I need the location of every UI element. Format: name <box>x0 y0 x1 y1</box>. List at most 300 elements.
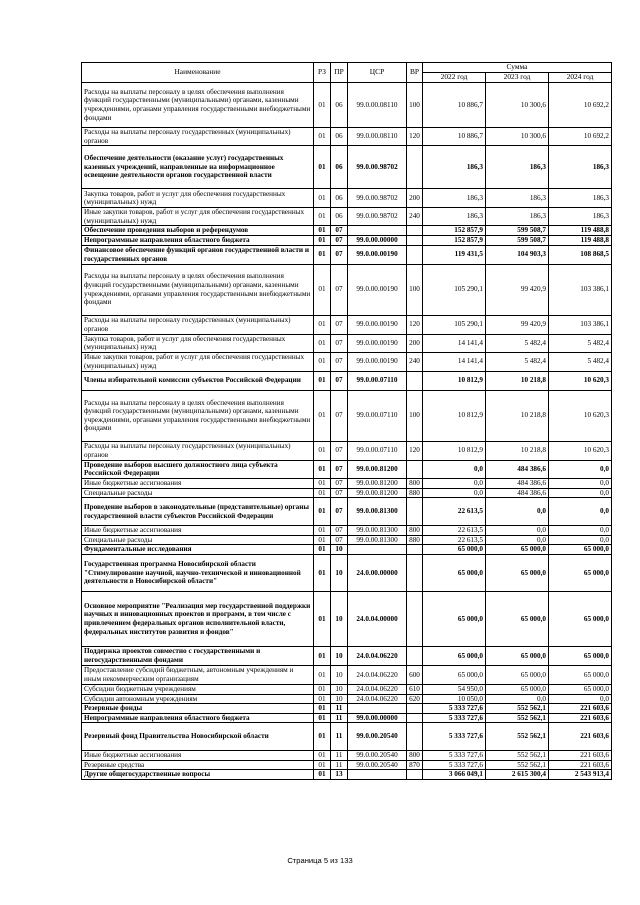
cell-pr: 10 <box>331 665 348 684</box>
cell-csr: 99.0.00.00190 <box>348 315 407 334</box>
cell-csr: 99.0.00.98702 <box>348 189 407 208</box>
table-row <box>82 545 612 555</box>
cell-csr: 99.0.00.08110 <box>348 128 407 146</box>
cell-2024: 65 000,0 <box>549 646 612 665</box>
cell-2023: 484 386,6 <box>486 478 549 488</box>
cell-name: Расходы на выплаты персоналу в целях обеспечения выполнения функций государственными (муниципальными) органами, казенными учреждениями, органами управления государственными внебюджетными фондами <box>82 83 314 128</box>
table-row <box>82 226 612 236</box>
cell-rz: 01 <box>314 704 331 714</box>
cell-name: Предоставление субсидий бюджетным, автономным учреждениям и иным некоммерческим организациям <box>82 665 314 684</box>
cell-vr: 800 <box>407 751 423 761</box>
cell-2023: 552 562,1 <box>486 704 549 714</box>
cell-rz: 01 <box>314 441 331 460</box>
cell-vr <box>407 554 423 591</box>
cell-2022: 10 886,7 <box>423 128 486 146</box>
cell-2024: 10 620,3 <box>549 371 612 390</box>
cell-csr: 99.0.00.00000 <box>348 713 407 723</box>
header-rz: РЗ <box>314 63 331 83</box>
cell-vr: 100 <box>407 390 423 441</box>
cell-2024: 221 603,6 <box>549 760 612 770</box>
cell-2024: 0,0 <box>549 478 612 488</box>
cell-pr: 07 <box>331 488 348 498</box>
cell-csr: 99.0.00.08110 <box>348 83 407 128</box>
cell-2022: 65 000,0 <box>423 554 486 591</box>
cell-2023: 0,0 <box>486 498 549 526</box>
cell-pr: 06 <box>331 208 348 226</box>
cell-csr: 99.0.00.07110 <box>348 441 407 460</box>
cell-rz: 01 <box>314 488 331 498</box>
cell-2022: 14 141,4 <box>423 334 486 352</box>
cell-2022: 119 431,5 <box>423 245 486 264</box>
cell-2024: 10 620,3 <box>549 390 612 441</box>
cell-vr: 120 <box>407 441 423 460</box>
cell-rz: 01 <box>314 128 331 146</box>
cell-name: Расходы на выплаты персоналу государственных (муниципальных) органов <box>82 441 314 460</box>
cell-vr <box>407 498 423 526</box>
table-row <box>82 146 612 189</box>
cell-2023: 0,0 <box>486 694 549 704</box>
cell-vr <box>407 591 423 646</box>
cell-2022: 0,0 <box>423 478 486 488</box>
table-row <box>82 760 612 770</box>
cell-csr: 99.0.00.00190 <box>348 352 407 371</box>
cell-2022: 10 812,9 <box>423 441 486 460</box>
cell-csr: 99.0.00.98702 <box>348 208 407 226</box>
table-row <box>82 189 612 208</box>
cell-rz: 01 <box>314 684 331 694</box>
cell-rz: 01 <box>314 189 331 208</box>
cell-pr: 07 <box>331 226 348 236</box>
cell-2024: 108 868,5 <box>549 245 612 264</box>
cell-2023: 484 386,6 <box>486 488 549 498</box>
cell-rz: 01 <box>314 334 331 352</box>
cell-2024: 221 603,6 <box>549 713 612 723</box>
cell-name: Субсидии бюджетным учреждениям <box>82 684 314 694</box>
cell-name: Финансовое обеспечение функций органов государственной власти и государственных органов <box>82 245 314 264</box>
cell-pr: 07 <box>331 498 348 526</box>
cell-2024: 0,0 <box>549 460 612 478</box>
cell-2023: 2 615 300,4 <box>486 770 549 780</box>
cell-2024: 0,0 <box>549 488 612 498</box>
cell-csr: 99.0.00.07110 <box>348 390 407 441</box>
table-row <box>82 684 612 694</box>
table-row <box>82 488 612 498</box>
table-row <box>82 704 612 714</box>
cell-name: Члены избирательной комиссии субъектов Российской Федерации <box>82 371 314 390</box>
cell-name: Проведение выборов высшего должностного лица субъекта Российской Федерации <box>82 460 314 478</box>
cell-2022: 5 333 727,6 <box>423 760 486 770</box>
cell-pr: 11 <box>331 760 348 770</box>
table-row <box>82 441 612 460</box>
cell-name: Иные бюджетные ассигнования <box>82 751 314 761</box>
cell-csr: 99.0.00.81200 <box>348 478 407 488</box>
cell-2024: 0,0 <box>549 498 612 526</box>
cell-csr: 99.0.00.98702 <box>348 146 407 189</box>
cell-2024: 65 000,0 <box>549 665 612 684</box>
table-row <box>82 646 612 665</box>
cell-2022: 186,3 <box>423 189 486 208</box>
cell-2023: 5 482,4 <box>486 352 549 371</box>
cell-vr <box>407 713 423 723</box>
cell-vr <box>407 371 423 390</box>
cell-vr <box>407 235 423 245</box>
table-row <box>82 128 612 146</box>
table-row <box>82 315 612 334</box>
budget-table <box>81 62 612 780</box>
cell-2022: 65 000,0 <box>423 591 486 646</box>
cell-2024: 119 488,8 <box>549 235 612 245</box>
cell-2022: 0,0 <box>423 460 486 478</box>
cell-vr <box>407 704 423 714</box>
cell-pr: 07 <box>331 390 348 441</box>
cell-name: Расходы на выплаты персоналу в целях обеспечения выполнения функций государственными (муниципальными) органами, казенными учреждениями, органами управления государственными внебюджетными фондами <box>82 390 314 441</box>
cell-2024: 221 603,6 <box>549 704 612 714</box>
table-row <box>82 694 612 704</box>
cell-vr <box>407 226 423 236</box>
cell-2023: 186,3 <box>486 189 549 208</box>
cell-2022: 152 857,9 <box>423 226 486 236</box>
cell-rz: 01 <box>314 315 331 334</box>
cell-2022: 186,3 <box>423 208 486 226</box>
cell-name: Обеспечение проведения выборов и референдумов <box>82 226 314 236</box>
cell-name: Резервный фонд Правительства Новосибирской области <box>82 723 314 751</box>
cell-pr: 13 <box>331 770 348 780</box>
table-row <box>82 334 612 352</box>
cell-vr: 240 <box>407 208 423 226</box>
cell-pr: 06 <box>331 146 348 189</box>
cell-2022: 5 333 727,6 <box>423 723 486 751</box>
cell-2024: 0,0 <box>549 694 612 704</box>
cell-name: Резервные фонды <box>82 704 314 714</box>
cell-rz: 01 <box>314 390 331 441</box>
cell-2023: 599 508,7 <box>486 235 549 245</box>
cell-vr <box>407 545 423 555</box>
cell-vr: 200 <box>407 334 423 352</box>
cell-2024: 103 386,1 <box>549 315 612 334</box>
cell-pr: 10 <box>331 545 348 555</box>
header-csr: ЦСР <box>348 63 407 83</box>
cell-pr: 10 <box>331 694 348 704</box>
cell-2024: 65 000,0 <box>549 591 612 646</box>
cell-name: Закупка товаров, работ и услуг для обеспечения государственных (муниципальных) нужд <box>82 189 314 208</box>
table-row <box>82 245 612 264</box>
cell-pr: 06 <box>331 83 348 128</box>
cell-rz: 01 <box>314 264 331 315</box>
cell-rz: 01 <box>314 235 331 245</box>
cell-vr: 100 <box>407 264 423 315</box>
table-row <box>82 352 612 371</box>
cell-vr: 120 <box>407 315 423 334</box>
page-number: Страница 5 из 133 <box>287 856 353 865</box>
cell-vr: 620 <box>407 694 423 704</box>
header-vr: ВР <box>407 63 423 83</box>
cell-rz: 01 <box>314 535 331 545</box>
cell-2022: 5 333 727,6 <box>423 704 486 714</box>
cell-2024: 221 603,6 <box>549 751 612 761</box>
cell-2022: 65 000,0 <box>423 545 486 555</box>
cell-pr: 10 <box>331 554 348 591</box>
cell-2022: 5 333 727,6 <box>423 751 486 761</box>
cell-name: Специальные расходы <box>82 535 314 545</box>
table-row <box>82 751 612 761</box>
cell-csr <box>348 226 407 236</box>
cell-2024: 103 386,1 <box>549 264 612 315</box>
cell-pr: 07 <box>331 315 348 334</box>
cell-2023: 5 482,4 <box>486 334 549 352</box>
cell-2023: 99 420,9 <box>486 315 549 334</box>
table-row <box>82 713 612 723</box>
cell-2022: 105 290,1 <box>423 315 486 334</box>
table-row <box>82 478 612 488</box>
cell-csr: 99.0.00.07110 <box>348 371 407 390</box>
cell-rz: 01 <box>314 545 331 555</box>
header-pr: ПР <box>331 63 348 83</box>
cell-csr: 99.0.00.00190 <box>348 245 407 264</box>
cell-vr: 800 <box>407 526 423 536</box>
cell-pr: 07 <box>331 235 348 245</box>
cell-pr: 07 <box>331 245 348 264</box>
cell-2024: 221 603,6 <box>549 723 612 751</box>
table-row <box>82 208 612 226</box>
cell-vr <box>407 770 423 780</box>
cell-csr: 99.0.00.00000 <box>348 235 407 245</box>
cell-name: Расходы на выплаты персоналу государственных (муниципальных) органов <box>82 128 314 146</box>
cell-vr: 240 <box>407 352 423 371</box>
cell-pr: 10 <box>331 591 348 646</box>
cell-rz: 01 <box>314 371 331 390</box>
cell-2023: 10 300,6 <box>486 83 549 128</box>
cell-csr: 99.0.00.81300 <box>348 498 407 526</box>
header-sum: Сумма <box>423 63 612 73</box>
cell-vr: 100 <box>407 83 423 128</box>
cell-vr: 880 <box>407 488 423 498</box>
cell-csr: 99.0.00.20540 <box>348 751 407 761</box>
cell-2024: 0,0 <box>549 526 612 536</box>
cell-2023: 10 218,8 <box>486 441 549 460</box>
cell-rz: 01 <box>314 723 331 751</box>
cell-name: Расходы на выплаты персоналу в целях обеспечения выполнения функций государственными (муниципальными) органами, казенными учреждениями, органами управления государственными внебюджетными фондами <box>82 264 314 315</box>
cell-rz: 01 <box>314 591 331 646</box>
cell-csr <box>348 704 407 714</box>
cell-rz: 01 <box>314 208 331 226</box>
cell-2024: 65 000,0 <box>549 545 612 555</box>
cell-pr: 06 <box>331 189 348 208</box>
cell-2022: 186,3 <box>423 146 486 189</box>
cell-csr: 99.0.00.81300 <box>348 535 407 545</box>
cell-vr: 120 <box>407 128 423 146</box>
cell-name: Другие общегосударственные вопросы <box>82 770 314 780</box>
cell-csr: 24.0.04.06220 <box>348 665 407 684</box>
table-header <box>82 63 612 83</box>
cell-rz: 01 <box>314 665 331 684</box>
cell-csr: 99.0.00.81300 <box>348 526 407 536</box>
cell-name: Непрограммные направления областного бюджета <box>82 713 314 723</box>
cell-name: Поддержка проектов совместно с государственными и негосударственными фондами <box>82 646 314 665</box>
cell-2023: 0,0 <box>486 535 549 545</box>
table-row <box>82 371 612 390</box>
cell-2024: 65 000,0 <box>549 554 612 591</box>
cell-csr: 99.0.00.81200 <box>348 488 407 498</box>
cell-vr: 610 <box>407 684 423 694</box>
cell-vr <box>407 723 423 751</box>
cell-2023: 10 218,8 <box>486 390 549 441</box>
table-row <box>82 665 612 684</box>
cell-2022: 10 812,9 <box>423 371 486 390</box>
cell-2023: 186,3 <box>486 146 549 189</box>
cell-pr: 07 <box>331 535 348 545</box>
cell-name: Проведение выборов в законодательные (представительные) органы государственной власти субъектов Российской Федерации <box>82 498 314 526</box>
cell-csr: 99.0.00.00190 <box>348 334 407 352</box>
cell-2022: 22 613,5 <box>423 498 486 526</box>
table-row <box>82 264 612 315</box>
cell-csr <box>348 770 407 780</box>
cell-2024: 10 692,2 <box>549 83 612 128</box>
cell-rz: 01 <box>314 352 331 371</box>
cell-rz: 01 <box>314 526 331 536</box>
cell-2022: 22 613,5 <box>423 535 486 545</box>
cell-rz: 01 <box>314 554 331 591</box>
cell-vr <box>407 245 423 264</box>
cell-2023: 484 386,6 <box>486 460 549 478</box>
table-row <box>82 723 612 751</box>
header-year-2024: 2024 год <box>549 73 612 83</box>
cell-2022: 54 950,0 <box>423 684 486 694</box>
cell-name: Субсидии автономным учреждениям <box>82 694 314 704</box>
cell-2023: 0,0 <box>486 526 549 536</box>
cell-2024: 0,0 <box>549 535 612 545</box>
cell-name: Обеспечение деятельности (оказание услуг) государственных казенных учреждений, направленные на информационное освещение деятельности органов государственной власти <box>82 146 314 189</box>
cell-pr: 07 <box>331 478 348 488</box>
cell-rz: 01 <box>314 713 331 723</box>
cell-pr: 07 <box>331 352 348 371</box>
cell-2023: 99 420,9 <box>486 264 549 315</box>
cell-vr <box>407 460 423 478</box>
cell-2023: 65 000,0 <box>486 545 549 555</box>
cell-csr: 24.0.04.06220 <box>348 646 407 665</box>
table-row <box>82 83 612 128</box>
cell-rz: 01 <box>314 694 331 704</box>
table-row <box>82 591 612 646</box>
cell-pr: 07 <box>331 334 348 352</box>
cell-pr: 10 <box>331 646 348 665</box>
cell-name: Расходы на выплаты персоналу государственных (муниципальных) органов <box>82 315 314 334</box>
table-row <box>82 554 612 591</box>
cell-csr: 24.0.04.00000 <box>348 591 407 646</box>
cell-vr: 880 <box>407 535 423 545</box>
cell-name: Иные закупки товаров, работ и услуг для обеспечения государственных (муниципальных) нужд <box>82 352 314 371</box>
cell-rz: 01 <box>314 751 331 761</box>
cell-2024: 5 482,4 <box>549 334 612 352</box>
cell-2023: 599 508,7 <box>486 226 549 236</box>
cell-2023: 552 562,1 <box>486 713 549 723</box>
cell-name: Иные бюджетные ассигнования <box>82 526 314 536</box>
cell-name: Основное мероприятие "Реализация мер государственной поддержки научных и инновационных проектов и программ, в том числе с привлечением федеральных органов исполнительной власти, федеральных институтов развития и фондов" <box>82 591 314 646</box>
cell-2022: 152 857,9 <box>423 235 486 245</box>
cell-pr: 11 <box>331 751 348 761</box>
cell-vr: 200 <box>407 189 423 208</box>
cell-csr: 24.0.04.06220 <box>348 684 407 694</box>
cell-csr: 99.0.00.20540 <box>348 723 407 751</box>
cell-2024: 186,3 <box>549 208 612 226</box>
table-row <box>82 235 612 245</box>
cell-2022: 22 613,5 <box>423 526 486 536</box>
cell-name: Иные бюджетные ассигнования <box>82 478 314 488</box>
cell-csr: 24.0.04.06220 <box>348 694 407 704</box>
cell-name: Закупка товаров, работ и услуг для обеспечения государственных (муниципальных) нужд <box>82 334 314 352</box>
cell-2022: 14 141,4 <box>423 352 486 371</box>
cell-rz: 01 <box>314 460 331 478</box>
cell-pr: 11 <box>331 704 348 714</box>
cell-2024: 5 482,4 <box>549 352 612 371</box>
cell-2024: 186,3 <box>549 189 612 208</box>
cell-csr <box>348 545 407 555</box>
cell-2024: 65 000,0 <box>549 684 612 694</box>
cell-2023: 186,3 <box>486 208 549 226</box>
cell-2022: 10 812,9 <box>423 390 486 441</box>
cell-2023: 65 000,0 <box>486 646 549 665</box>
cell-2024: 10 692,2 <box>549 128 612 146</box>
cell-2024: 186,3 <box>549 146 612 189</box>
cell-pr: 11 <box>331 723 348 751</box>
cell-name: Непрограммные направления областного бюджета <box>82 235 314 245</box>
table-row <box>82 460 612 478</box>
cell-2023: 65 000,0 <box>486 591 549 646</box>
cell-2022: 65 000,0 <box>423 646 486 665</box>
cell-2024: 10 620,3 <box>549 441 612 460</box>
cell-rz: 01 <box>314 146 331 189</box>
cell-rz: 01 <box>314 770 331 780</box>
cell-vr <box>407 146 423 189</box>
cell-rz: 01 <box>314 478 331 488</box>
cell-2023: 552 562,1 <box>486 751 549 761</box>
table-body <box>82 83 612 780</box>
cell-vr: 600 <box>407 665 423 684</box>
cell-rz: 01 <box>314 226 331 236</box>
cell-2024: 119 488,8 <box>549 226 612 236</box>
cell-name: Специальные расходы <box>82 488 314 498</box>
cell-name: Фундаментальные исследования <box>82 545 314 555</box>
header-year-2022: 2022 год <box>423 73 486 83</box>
cell-pr: 06 <box>331 128 348 146</box>
table-row <box>82 526 612 536</box>
cell-2022: 105 290,1 <box>423 264 486 315</box>
cell-2022: 10 050,0 <box>423 694 486 704</box>
cell-2023: 10 300,6 <box>486 128 549 146</box>
cell-2022: 0,0 <box>423 488 486 498</box>
cell-pr: 07 <box>331 526 348 536</box>
cell-name: Резервные средства <box>82 760 314 770</box>
cell-2022: 3 066 049,1 <box>423 770 486 780</box>
table-row <box>82 770 612 780</box>
cell-pr: 07 <box>331 460 348 478</box>
cell-2023: 65 000,0 <box>486 684 549 694</box>
cell-vr <box>407 646 423 665</box>
table-row <box>82 535 612 545</box>
cell-rz: 01 <box>314 498 331 526</box>
cell-2022: 65 000,0 <box>423 665 486 684</box>
table-row <box>82 390 612 441</box>
cell-name: Иные закупки товаров, работ и услуг для обеспечения государственных (муниципальных) нужд <box>82 208 314 226</box>
cell-2022: 10 886,7 <box>423 83 486 128</box>
cell-pr: 11 <box>331 713 348 723</box>
cell-csr: 99.0.00.81200 <box>348 460 407 478</box>
cell-vr: 800 <box>407 478 423 488</box>
header-name: Наименование <box>82 63 314 83</box>
cell-vr: 870 <box>407 760 423 770</box>
cell-2023: 104 903,3 <box>486 245 549 264</box>
cell-pr: 07 <box>331 371 348 390</box>
cell-pr: 07 <box>331 264 348 315</box>
